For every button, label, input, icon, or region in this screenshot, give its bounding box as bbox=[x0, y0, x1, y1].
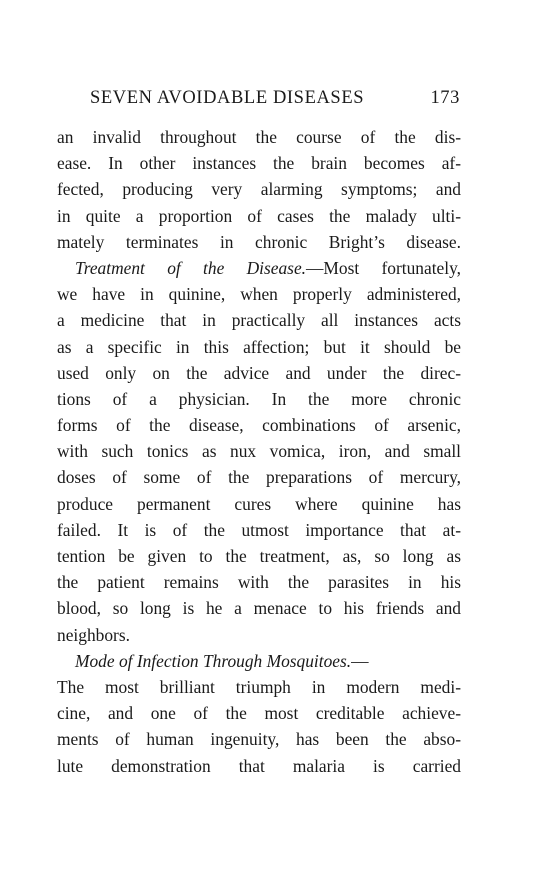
text-line bbox=[57, 150, 461, 176]
line-text: the patient remains with the parasites in his bbox=[57, 572, 461, 593]
text-line bbox=[57, 281, 461, 307]
text-line bbox=[57, 753, 461, 779]
paragraph-heading: Treatment of the Disease. bbox=[75, 257, 307, 278]
line-text: doses of some of the preparations of mercury, bbox=[57, 467, 461, 488]
line-text: an invalid throughout the course of the dis- bbox=[57, 127, 461, 147]
text-line bbox=[57, 307, 461, 333]
line-text: cine, and one of the most creditable achieve- bbox=[57, 703, 461, 724]
line-text: tention be given to the treatment, as, so long as bbox=[57, 546, 461, 566]
text-line bbox=[57, 412, 461, 438]
text-line bbox=[57, 569, 461, 595]
line-text: neighbors. bbox=[57, 624, 130, 645]
text-line bbox=[57, 229, 461, 255]
line-text: lute demonstration that malaria is carried bbox=[57, 755, 461, 776]
body-text bbox=[57, 124, 461, 779]
line-text: tions of a physician. In the more chronic bbox=[57, 388, 461, 409]
line-text: as a specific in this affection; but it should be bbox=[57, 336, 461, 357]
line-text: ments of human ingenuity, has been the abso- bbox=[57, 729, 461, 750]
paragraph-heading: Mode of Infection Through Mosquitoes. bbox=[75, 650, 352, 671]
line-text: —Most fortunately, bbox=[306, 257, 461, 278]
line-text: fected, producing very alarming symptoms; and bbox=[57, 179, 461, 200]
line-text: forms of the disease, combinations of arsenic, bbox=[57, 415, 461, 436]
text-line bbox=[57, 543, 461, 569]
text-line bbox=[57, 700, 461, 726]
text-line bbox=[57, 595, 461, 621]
text-line bbox=[57, 726, 461, 752]
line-text: produce permanent cures where quinine has bbox=[57, 493, 461, 514]
line-text: used only on the advice and under the direc- bbox=[57, 362, 461, 383]
text-line bbox=[57, 203, 461, 229]
running-head bbox=[90, 88, 460, 109]
text-line bbox=[57, 438, 461, 464]
text-line bbox=[57, 464, 461, 490]
line-text: The most brilliant triumph in modern medi- bbox=[57, 676, 461, 697]
line-text: mately terminates in chronic Bright’s disease. bbox=[57, 231, 461, 252]
text-line bbox=[57, 124, 461, 150]
paragraph-heading-line bbox=[57, 255, 461, 281]
text-line bbox=[57, 674, 461, 700]
line-text: blood, so long is he a menace to his friends and bbox=[57, 598, 461, 619]
line-text: a medicine that in practically all instances acts bbox=[57, 310, 461, 331]
text-line bbox=[57, 334, 461, 360]
text-line bbox=[57, 517, 461, 543]
line-text: failed. It is of the utmost importance that at- bbox=[57, 519, 461, 540]
running-head-title: SEVEN AVOIDABLE DISEASES bbox=[90, 88, 365, 108]
text-line bbox=[57, 622, 461, 648]
line-text: with such tonics as nux vomica, iron, and small bbox=[57, 441, 461, 462]
line-text: ease. In other instances the brain becomes af- bbox=[57, 153, 461, 174]
text-line bbox=[57, 176, 461, 202]
text-line bbox=[57, 360, 461, 386]
line-text: we have in quinine, when properly administered, bbox=[57, 284, 461, 305]
line-text: — bbox=[351, 650, 369, 671]
paragraph-heading-line bbox=[57, 648, 461, 674]
line-text: in quite a proportion of cases the malady ulti- bbox=[57, 205, 461, 226]
text-line bbox=[57, 386, 461, 412]
text-line bbox=[57, 491, 461, 517]
page-number: 173 bbox=[430, 88, 460, 108]
